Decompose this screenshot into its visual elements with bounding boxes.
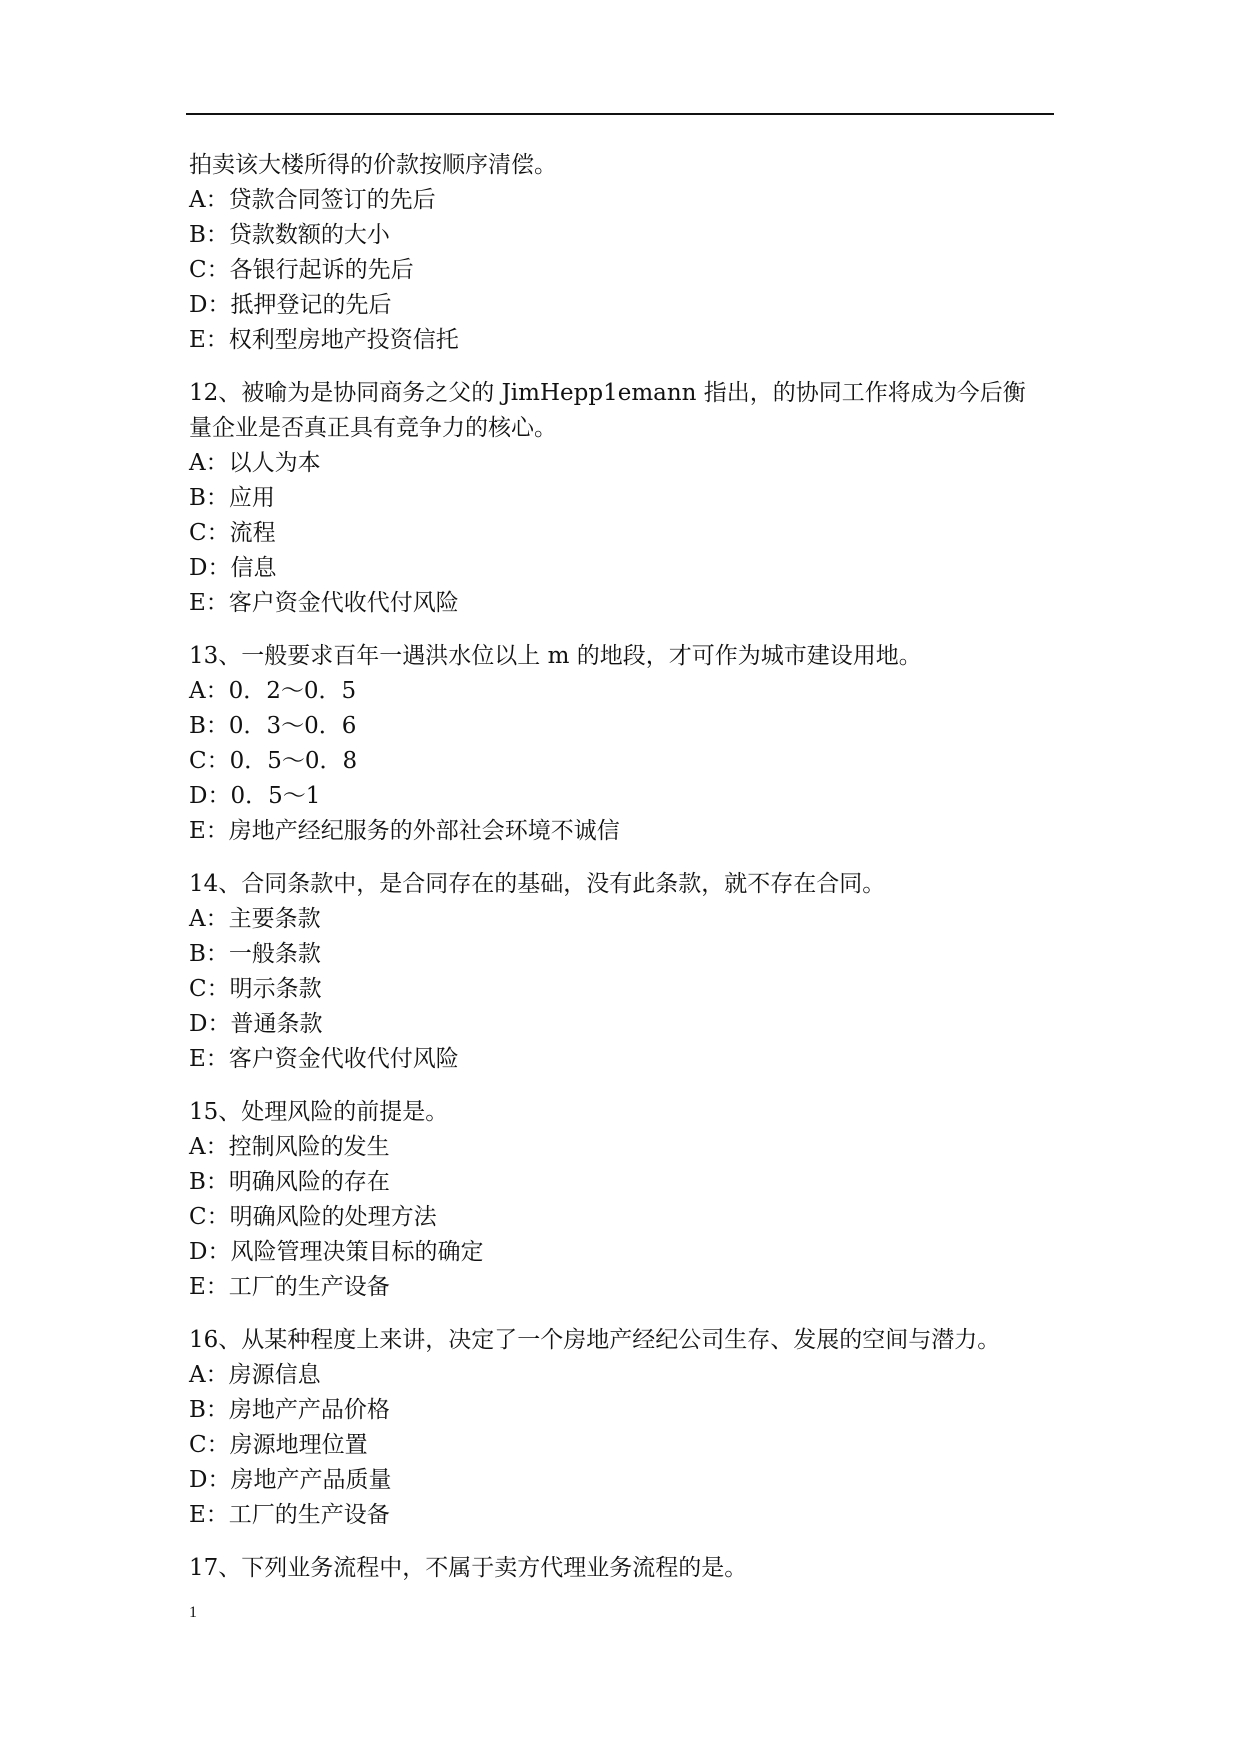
option-e: E：工厂的生产设备 <box>189 1502 390 1528</box>
option-e: E：客户资金代收代付风险 <box>189 1046 459 1072</box>
question-stem: 12、被喻为是协同商务之父的 JimHepp1emann 指出，的协同工作将成为今后衡 <box>189 380 1026 406</box>
option-b: B：房地产产品价格 <box>189 1397 390 1423</box>
document-body <box>189 148 1069 1586</box>
question-stem: 15、处理风险的前提是。 <box>189 1099 449 1125</box>
option-a: A：以人为本 <box>189 450 321 476</box>
question-stem: 拍卖该大楼所得的价款按顺序清偿。 <box>189 152 557 178</box>
option-c: C：各银行起诉的先后 <box>189 257 414 283</box>
header-rule <box>186 113 1054 115</box>
question-stem: 14、合同条款中，是合同存在的基础，没有此条款，就不存在合同。 <box>189 871 886 897</box>
option-e: E：客户资金代收代付风险 <box>189 590 459 616</box>
option-a: A：房源信息 <box>189 1362 321 1388</box>
option-b: B：一般条款 <box>189 941 321 967</box>
option-e: E：权利型房地产投资信托 <box>189 327 459 353</box>
question-15 <box>189 1095 1069 1305</box>
option-a: A：0．2～0．5 <box>189 678 357 704</box>
option-d: D：0．5～1 <box>189 783 321 809</box>
question-stem: 13、一般要求百年一遇洪水位以上 m 的地段，才可作为城市建设用地。 <box>189 643 922 669</box>
option-e: E：工厂的生产设备 <box>189 1274 390 1300</box>
question-stem: 17、下列业务流程中，不属于卖方代理业务流程的是。 <box>189 1555 748 1581</box>
option-c: C：0．5～0．8 <box>189 748 358 774</box>
option-e: E：房地产经纪服务的外部社会环境不诚信 <box>189 818 620 844</box>
question-16 <box>189 1323 1069 1533</box>
option-d: D：风险管理决策目标的确定 <box>189 1239 484 1265</box>
option-a: A：控制风险的发生 <box>189 1134 390 1160</box>
option-a: A：贷款合同签订的先后 <box>189 187 436 213</box>
option-d: D：房地产产品质量 <box>189 1467 392 1493</box>
question-12 <box>189 376 1069 621</box>
option-b: B：明确风险的存在 <box>189 1169 390 1195</box>
question-stem: 16、从某种程度上来讲，决定了一个房地产经纪公司生存、发展的空间与潜力。 <box>189 1327 1001 1353</box>
option-c: C：明确风险的处理方法 <box>189 1204 437 1230</box>
option-b: B：应用 <box>189 485 275 511</box>
option-d: D：信息 <box>189 555 277 581</box>
continuation-block <box>189 148 1069 358</box>
option-d: D：普通条款 <box>189 1011 323 1037</box>
option-b: B：贷款数额的大小 <box>189 222 390 248</box>
option-b: B：0．3～0．6 <box>189 713 357 739</box>
question-stem: 量企业是否真正具有竞争力的核心。 <box>189 415 557 441</box>
option-c: C：明示条款 <box>189 976 322 1002</box>
question-17 <box>189 1551 1069 1586</box>
option-c: C：房源地理位置 <box>189 1432 368 1458</box>
option-c: C：流程 <box>189 520 276 546</box>
option-a: A：主要条款 <box>189 906 321 932</box>
question-13 <box>189 639 1069 849</box>
option-d: D：抵押登记的先后 <box>189 292 392 318</box>
question-14 <box>189 867 1069 1077</box>
page-number: 1 <box>189 1604 197 1621</box>
